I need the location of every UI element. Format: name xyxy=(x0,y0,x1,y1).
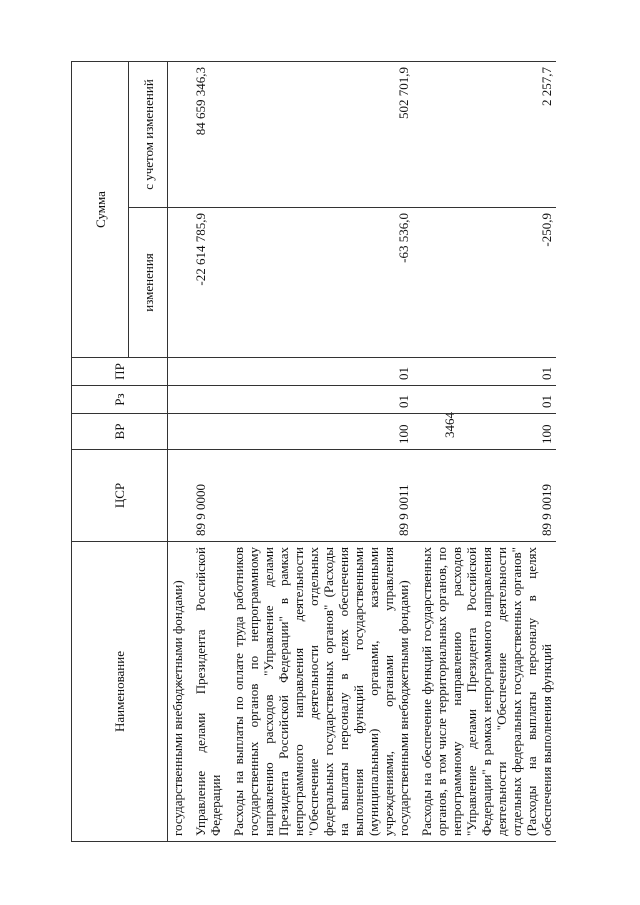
header-sum: Сумма xyxy=(72,62,129,358)
row-change xyxy=(168,208,188,358)
header-change: изменения xyxy=(129,208,168,358)
row-name: государственными внебюджетными фондами) xyxy=(168,542,188,842)
row-pr xyxy=(168,358,188,386)
row-csr: 89 9 0019 xyxy=(413,450,556,542)
header-vr: ВР xyxy=(72,414,168,450)
header-csr: ЦСР xyxy=(72,450,168,542)
budget-table xyxy=(71,61,556,842)
row-rz xyxy=(168,386,188,414)
row-change: -250,9 xyxy=(413,208,556,358)
table-row xyxy=(225,62,413,842)
table-row xyxy=(168,62,188,842)
row-csr xyxy=(168,450,188,542)
row-vr xyxy=(168,414,188,450)
table-row xyxy=(413,62,556,842)
row-vr: 100 xyxy=(225,414,413,450)
row-with-change: 2 257,7 xyxy=(413,62,556,208)
row-csr: 89 9 0000 xyxy=(187,450,225,542)
row-change: -63 536,0 xyxy=(225,208,413,358)
header-rz: Рз xyxy=(72,386,168,414)
row-with-change: 84 659 346,3 xyxy=(187,62,225,208)
header-with-change: с учетом изменений xyxy=(129,62,168,208)
rotated-page xyxy=(71,62,569,842)
row-name: Расходы на выплаты по оплате труда работников государственных органов по непрограммному направлению расходов "Управление делами Президента Российской Федерации" в рамках непрограммного направления деятельности "Обеспечение деятельности отдельных федеральных государственных органов" (Расходы на выплаты персоналу в целях обеспечения выполнения функций государственными (муниципальными) органами, казенными учреждениями, органами управления государственными внебюджетными фондами) xyxy=(225,542,413,842)
row-rz: 01 xyxy=(225,386,413,414)
row-pr xyxy=(187,358,225,386)
row-change: -22 614 785,9 xyxy=(187,208,225,358)
row-name: Расходы на обеспечение функций государственных органов, в том числе территориальных органов, по непрограммному направлению расходов "Управление делами Президента Российской Федерации" в рамках непрограммного направления деятельности "Обеспечение деятельности отдельных федеральных государственных органов" (Расходы на выплаты персоналу в целях обеспечения выполнения функций xyxy=(413,542,556,842)
row-csr: 89 9 0011 xyxy=(225,450,413,542)
page-number: 3464 xyxy=(442,412,457,438)
row-with-change xyxy=(168,62,188,208)
row-vr xyxy=(187,414,225,450)
row-name: Управление делами Президента Российской Федерации xyxy=(187,542,225,842)
header-name: Наименование xyxy=(72,542,168,842)
table-row xyxy=(187,62,225,842)
row-pr: 01 xyxy=(225,358,413,386)
header-pr: ПР xyxy=(72,358,168,386)
row-rz: 01 xyxy=(413,386,556,414)
row-rz xyxy=(187,386,225,414)
row-vr: 100 xyxy=(413,414,556,450)
row-with-change: 502 701,9 xyxy=(225,62,413,208)
row-pr: 01 xyxy=(413,358,556,386)
